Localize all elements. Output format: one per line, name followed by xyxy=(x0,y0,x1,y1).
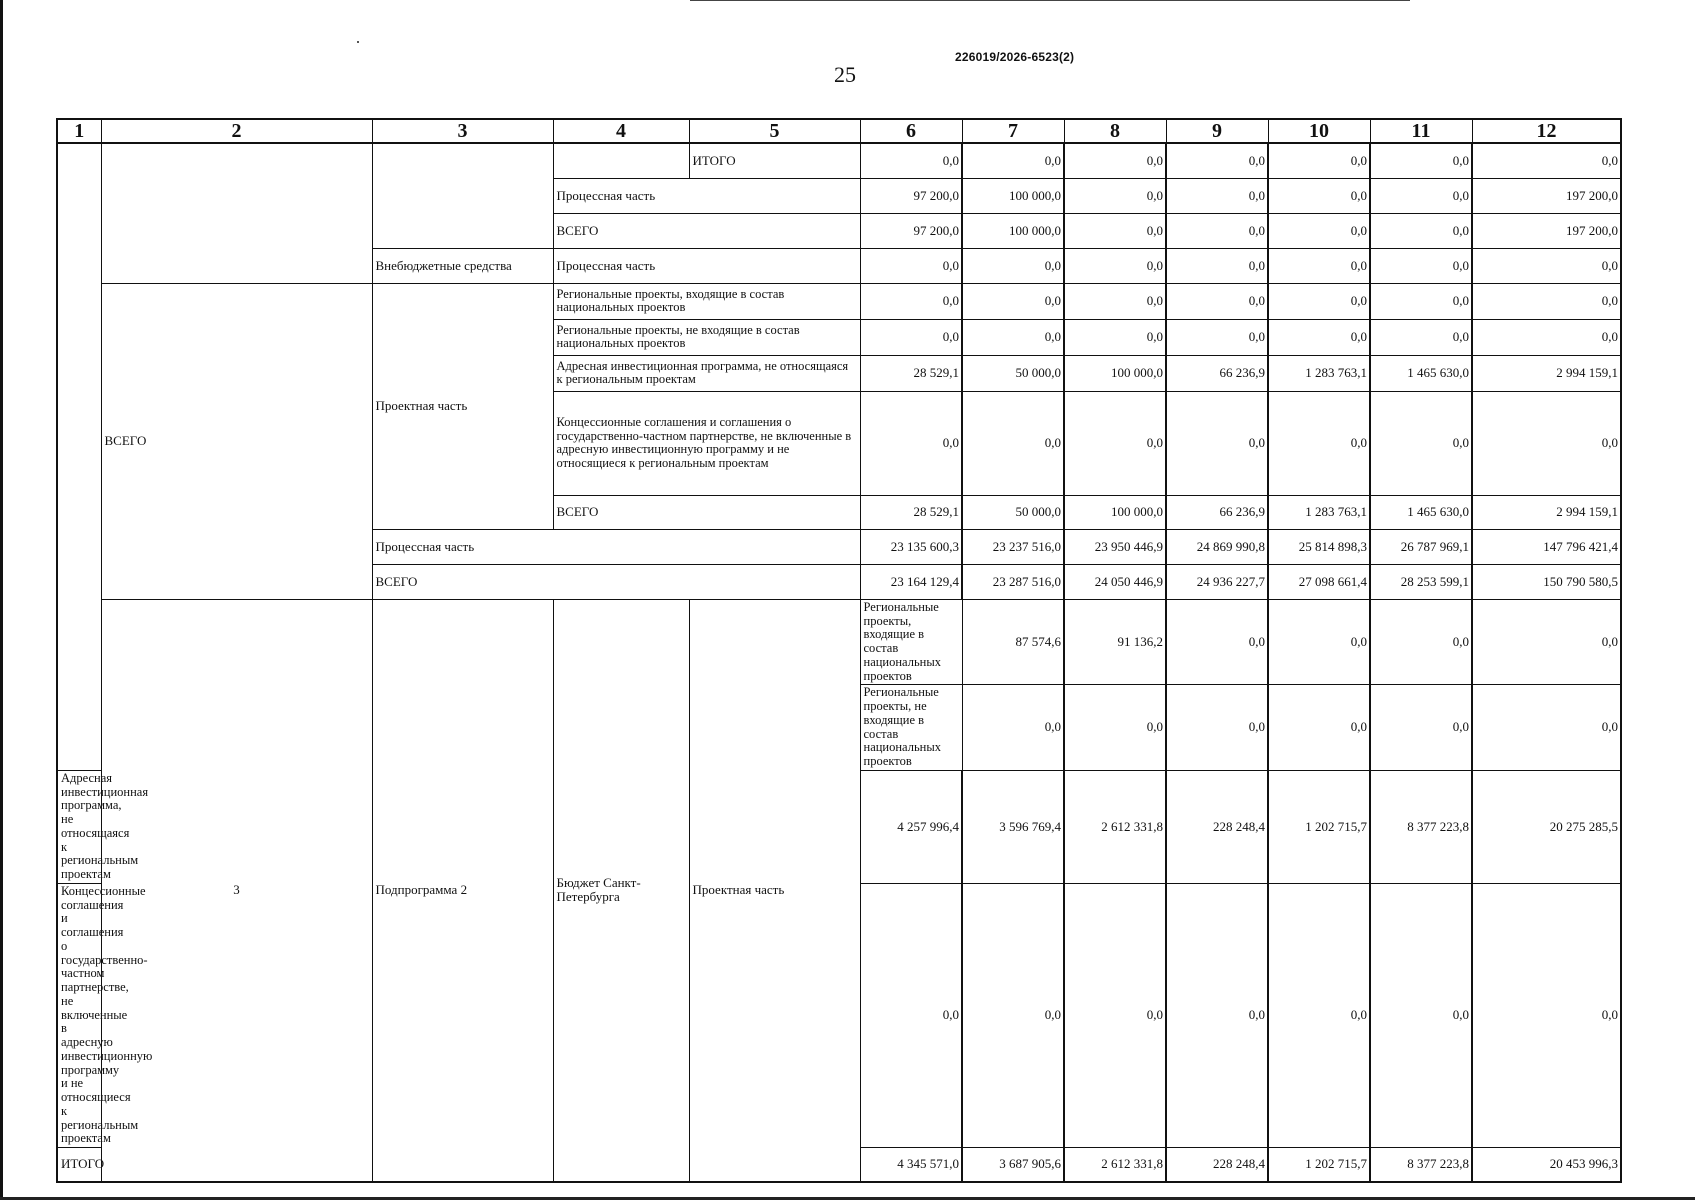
value-cell: 0,0 xyxy=(1064,685,1166,771)
value-cell: 27 098 661,4 xyxy=(1268,564,1370,599)
value-cell: 0,0 xyxy=(1166,319,1268,355)
value-cell: 0,0 xyxy=(1268,599,1370,685)
subprogram-name: Подпрограмма 2 xyxy=(372,599,553,1181)
row-label: Процессная часть xyxy=(553,178,860,213)
row-label: ИТОГО xyxy=(57,1148,101,1182)
column-header: 7 xyxy=(962,119,1064,143)
column-header: 10 xyxy=(1268,119,1370,143)
value-cell: 0,0 xyxy=(962,283,1064,319)
row-label: Адресная инвестиционная программа, не относящаяся к региональным проектам xyxy=(57,770,101,883)
value-cell: 100 000,0 xyxy=(1064,495,1166,529)
value-cell: 28 529,1 xyxy=(860,355,962,391)
value-cell: 0,0 xyxy=(1064,283,1166,319)
value-cell: 0,0 xyxy=(1370,391,1472,495)
block-title: ВСЕГО xyxy=(101,283,372,599)
value-cell: 66 236,9 xyxy=(1166,495,1268,529)
column-header: 12 xyxy=(1472,119,1621,143)
value-cell: 0,0 xyxy=(1268,283,1370,319)
value-cell: 100 000,0 xyxy=(962,178,1064,213)
value-cell: 0,0 xyxy=(1268,178,1370,213)
cell-empty xyxy=(101,143,372,283)
cell-empty xyxy=(553,143,689,178)
value-cell: 8 377 223,8 xyxy=(1370,1148,1472,1182)
value-cell: 0,0 xyxy=(860,883,962,1147)
value-cell: 0,0 xyxy=(1268,319,1370,355)
row-label: ВСЕГО xyxy=(372,564,860,599)
row-label: Региональные проекты, входящие в состав национальных проектов xyxy=(860,599,962,685)
value-cell: 0,0 xyxy=(1166,391,1268,495)
value-cell: 1 283 763,1 xyxy=(1268,355,1370,391)
scan-speck xyxy=(357,41,359,43)
value-cell: 0,0 xyxy=(1166,599,1268,685)
value-cell: 0,0 xyxy=(1472,599,1621,685)
value-cell: 25 814 898,3 xyxy=(1268,529,1370,564)
value-cell: 0,0 xyxy=(1268,248,1370,283)
value-cell: 28 529,1 xyxy=(860,495,962,529)
row-number-empty xyxy=(57,143,101,770)
value-cell: 0,0 xyxy=(1064,319,1166,355)
value-cell: 0,0 xyxy=(962,883,1064,1147)
value-cell: 1 202 715,7 xyxy=(1268,1148,1370,1182)
value-cell: 0,0 xyxy=(1166,213,1268,248)
value-cell: 100 000,0 xyxy=(1064,355,1166,391)
value-cell: 0,0 xyxy=(1472,883,1621,1147)
value-cell: 0,0 xyxy=(1166,248,1268,283)
value-cell: 66 236,9 xyxy=(1166,355,1268,391)
value-cell: 1 283 763,1 xyxy=(1268,495,1370,529)
row-label: Концессионные соглашения и соглашения о государственно-частном партнерстве, не включенные в адресную инвестиционную программу и не относящиеся к региональным проектам xyxy=(553,391,860,495)
value-cell: 100 000,0 xyxy=(962,213,1064,248)
value-cell: 3 687 905,6 xyxy=(962,1148,1064,1182)
value-cell: 0,0 xyxy=(1064,391,1166,495)
value-cell: 0,0 xyxy=(1064,248,1166,283)
value-cell: 2 994 159,1 xyxy=(1472,355,1621,391)
table-row xyxy=(57,599,1621,685)
row-label: Процессная часть xyxy=(372,529,860,564)
document-code: 226019/2026-6523(2) xyxy=(955,50,1075,64)
value-cell: 0,0 xyxy=(860,248,962,283)
column-header: 5 xyxy=(689,119,860,143)
value-cell: 0,0 xyxy=(860,391,962,495)
part-label: Проектная часть xyxy=(372,283,553,529)
value-cell: 0,0 xyxy=(1472,391,1621,495)
value-cell: 0,0 xyxy=(860,283,962,319)
value-cell: 1 202 715,7 xyxy=(1268,770,1370,883)
column-header: 2 xyxy=(101,119,372,143)
row-label: ИТОГО xyxy=(689,143,860,178)
value-cell: 0,0 xyxy=(1064,213,1166,248)
value-cell: 0,0 xyxy=(1166,143,1268,178)
column-header: 11 xyxy=(1370,119,1472,143)
column-header: 8 xyxy=(1064,119,1166,143)
part-label: Проектная часть xyxy=(689,599,860,1181)
row-number: 3 xyxy=(101,599,372,1181)
value-cell: 50 000,0 xyxy=(962,495,1064,529)
value-cell: 0,0 xyxy=(962,685,1064,771)
value-cell: 24 050 446,9 xyxy=(1064,564,1166,599)
scan-left-edge xyxy=(0,0,3,1200)
row-label: ВСЕГО xyxy=(553,213,860,248)
value-cell: 0,0 xyxy=(1472,283,1621,319)
value-cell: 24 936 227,7 xyxy=(1166,564,1268,599)
value-cell: 228 248,4 xyxy=(1166,1148,1268,1182)
value-cell: 0,0 xyxy=(1268,143,1370,178)
value-cell: 24 869 990,8 xyxy=(1166,529,1268,564)
value-cell: 228 248,4 xyxy=(1166,770,1268,883)
value-cell: 0,0 xyxy=(1268,685,1370,771)
value-cell: 0,0 xyxy=(1166,883,1268,1147)
budget-table xyxy=(56,118,1622,1183)
row-label: Региональные проекты, не входящие в состав национальных проектов xyxy=(553,319,860,355)
value-cell: 0,0 xyxy=(1268,391,1370,495)
value-cell: 0,0 xyxy=(1268,883,1370,1147)
funding-source: Внебюджетные средства xyxy=(372,248,553,283)
value-cell: 91 136,2 xyxy=(1064,599,1166,685)
value-cell: 0,0 xyxy=(1472,685,1621,771)
value-cell: 0,0 xyxy=(1370,143,1472,178)
value-cell: 150 790 580,5 xyxy=(1472,564,1621,599)
value-cell: 0,0 xyxy=(1064,883,1166,1147)
value-cell: 197 200,0 xyxy=(1472,213,1621,248)
value-cell: 3 596 769,4 xyxy=(962,770,1064,883)
value-cell: 97 200,0 xyxy=(860,178,962,213)
value-cell: 0,0 xyxy=(1370,213,1472,248)
row-label: Региональные проекты, входящие в состав национальных проектов xyxy=(553,283,860,319)
scan-top-line xyxy=(690,0,1410,1)
value-cell: 1 465 630,0 xyxy=(1370,495,1472,529)
column-header: 4 xyxy=(553,119,689,143)
value-cell: 147 796 421,4 xyxy=(1472,529,1621,564)
value-cell: 0,0 xyxy=(1370,178,1472,213)
value-cell: 0,0 xyxy=(1166,283,1268,319)
value-cell: 2 994 159,1 xyxy=(1472,495,1621,529)
value-cell: 23 950 446,9 xyxy=(1064,529,1166,564)
value-cell: 97 200,0 xyxy=(860,213,962,248)
value-cell: 2 612 331,8 xyxy=(1064,1148,1166,1182)
value-cell: 0,0 xyxy=(1370,883,1472,1147)
row-label: Процессная часть xyxy=(553,248,860,283)
value-cell: 0,0 xyxy=(1370,248,1472,283)
value-cell: 4 345 571,0 xyxy=(860,1148,962,1182)
value-cell: 0,0 xyxy=(962,143,1064,178)
value-cell: 20 453 996,3 xyxy=(1472,1148,1621,1182)
cell-empty xyxy=(372,143,553,248)
value-cell: 0,0 xyxy=(1268,213,1370,248)
table-row xyxy=(57,143,1621,178)
value-cell: 23 287 516,0 xyxy=(962,564,1064,599)
value-cell: 0,0 xyxy=(962,391,1064,495)
value-cell: 0,0 xyxy=(1472,319,1621,355)
value-cell: 0,0 xyxy=(1472,143,1621,178)
row-label: ВСЕГО xyxy=(553,495,860,529)
value-cell: 50 000,0 xyxy=(962,355,1064,391)
row-label: Региональные проекты, не входящие в состав национальных проектов xyxy=(860,685,962,771)
table-row xyxy=(57,283,1621,319)
value-cell: 0,0 xyxy=(1370,319,1472,355)
value-cell: 0,0 xyxy=(1166,178,1268,213)
value-cell: 0,0 xyxy=(1370,283,1472,319)
value-cell: 23 237 516,0 xyxy=(962,529,1064,564)
value-cell: 0,0 xyxy=(1370,599,1472,685)
value-cell: 2 612 331,8 xyxy=(1064,770,1166,883)
column-header-row xyxy=(57,119,1621,143)
value-cell: 0,0 xyxy=(962,248,1064,283)
column-header: 9 xyxy=(1166,119,1268,143)
value-cell: 0,0 xyxy=(860,143,962,178)
page-number: 25 xyxy=(834,62,856,87)
value-cell: 0,0 xyxy=(1064,143,1166,178)
value-cell: 0,0 xyxy=(962,319,1064,355)
value-cell: 23 164 129,4 xyxy=(860,564,962,599)
value-cell: 197 200,0 xyxy=(1472,178,1621,213)
value-cell: 0,0 xyxy=(1166,685,1268,771)
value-cell: 0,0 xyxy=(860,319,962,355)
column-header: 3 xyxy=(372,119,553,143)
column-header: 6 xyxy=(860,119,962,143)
row-label: Концессионные соглашения и соглашения о государственно-частном партнерстве, не включенные в адресную инвестиционную программу и не относящиеся к региональным проектам xyxy=(57,883,101,1147)
value-cell: 20 275 285,5 xyxy=(1472,770,1621,883)
value-cell: 26 787 969,1 xyxy=(1370,529,1472,564)
funding-source: Бюджет Санкт-Петербурга xyxy=(553,599,689,1181)
value-cell: 87 574,6 xyxy=(962,599,1064,685)
value-cell: 23 135 600,3 xyxy=(860,529,962,564)
value-cell: 0,0 xyxy=(1064,178,1166,213)
value-cell: 0,0 xyxy=(1472,248,1621,283)
value-cell: 8 377 223,8 xyxy=(1370,770,1472,883)
row-label: Адресная инвестиционная программа, не относящаяся к региональным проектам xyxy=(553,355,860,391)
column-header: 1 xyxy=(57,119,101,143)
value-cell: 4 257 996,4 xyxy=(860,770,962,883)
value-cell: 28 253 599,1 xyxy=(1370,564,1472,599)
value-cell: 1 465 630,0 xyxy=(1370,355,1472,391)
value-cell: 0,0 xyxy=(1370,685,1472,771)
